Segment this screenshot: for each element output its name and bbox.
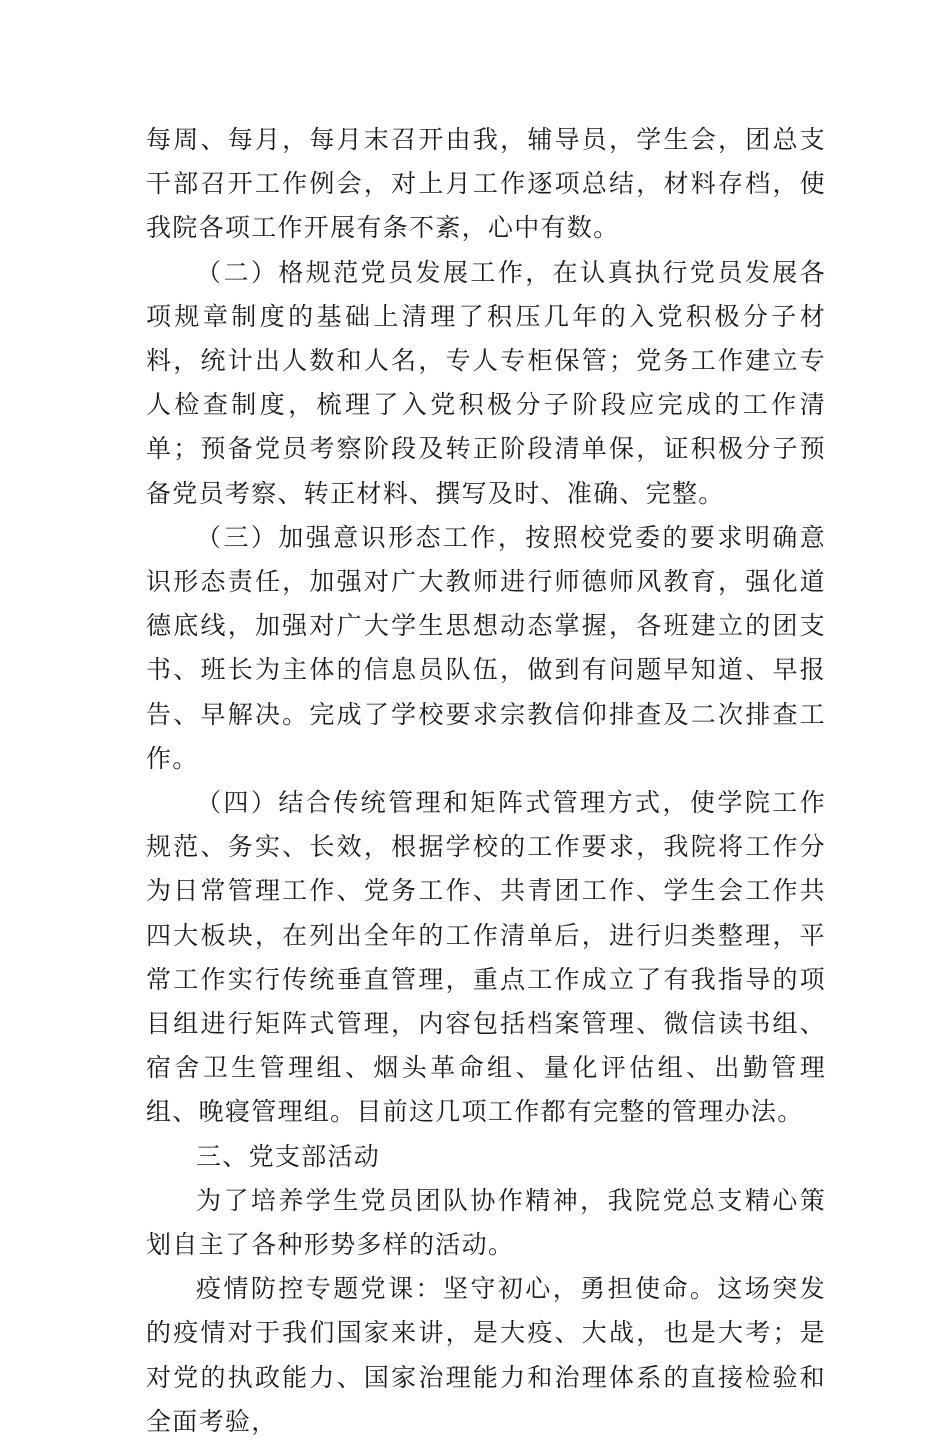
paragraph: 每周、每月，每月末召开由我，辅导员，学生会，团总支干部召开工作例会，对上月工作逐项总结，材料存档，使我院各项工作开展有条不紊，心中有数。 (146, 125, 826, 243)
paragraph: （三）加强意识形态工作，按照校党委的要求明确意识形态责任，加强对广大教师进行师德师风教育，强化道德底线，加强对广大学生思想动态掌握，各班建立的团支书、班长为主体的信息员队伍，做到有问题早知道、早报告、早解决。完成了学校要求宗教信仰排查及二次排查工作。 (146, 522, 826, 773)
section-heading: 三、党支部活动 (196, 1141, 381, 1171)
paragraph: （二）格规范党员发展工作，在认真执行党员发展各项规章制度的基础上清理了积压几年的入党积极分子材料，统计出人数和人名，专人专柜保管；党务工作建立专人检查制度，梳理了入党积极分子阶段应完成的工作清单；预备党员考察阶段及转正阶段清单保，证积极分子预备党员考察、转正材料、撰写及时、准确、完整。 (146, 257, 826, 508)
paragraph: 疫情防控专题党课：坚守初心，勇担使命。这场突发的疫情对于我们国家来讲，是大疫、大战，也是大考；是对党的执政能力、国家治理能力和治理体系的直接检验和全面考验， (146, 1274, 826, 1436)
paragraph: （四）结合传统管理和矩阵式管理方式，使学院工作规范、务实、长效，根据学校的工作要求，我院将工作分为日常管理工作、党务工作、共青团工作、学生会工作共四大板块，在列出全年的工作清单后，进行归类整理，平常工作实行传统垂直管理，重点工作成立了有我指导的项目组进行矩阵式管理，内容包括档案管理、微信读书组、宿舍卫生管理组、烟头革命组、量化评估组、出勤管理组、晚寝管理组。目前这几项工作都有完整的管理办法。 (146, 788, 826, 1127)
paragraph: 为了培养学生党员团队协作精神，我院党总支精心策划自主了各种形势多样的活动。 (146, 1185, 826, 1260)
document-body (146, 118, 826, 1444)
